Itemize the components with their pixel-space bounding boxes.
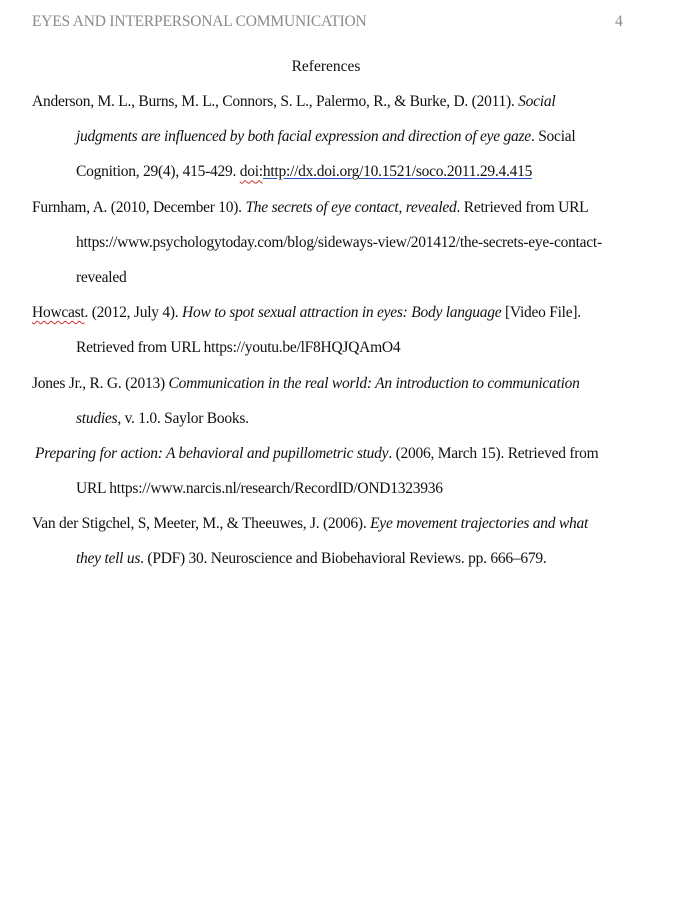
- reference-line: [32, 198, 632, 233]
- reference-line: [32, 92, 632, 127]
- reference-text: . Retrieved from URL: [456, 198, 589, 216]
- reference-line: [32, 479, 632, 514]
- reference-entry-furnham: [32, 198, 632, 304]
- reference-text: [Video File].: [501, 304, 581, 322]
- reference-line: [32, 268, 632, 303]
- reference-entry-vanderstigchel: [32, 514, 632, 584]
- spellcheck-flagged-word[interactable]: Howcast: [32, 304, 85, 322]
- reference-url: revealed: [76, 268, 127, 286]
- reference-line: [32, 127, 632, 162]
- reference-url: URL https://www.narcis.nl/research/RecordID/OND1323936: [76, 480, 443, 498]
- reference-entry-preparing: [32, 444, 632, 514]
- running-head: EYES AND INTERPERSONAL COMMUNICATION: [32, 13, 367, 30]
- reference-title: Communication in the real world: An introduction to communication: [168, 374, 580, 392]
- reference-line: [32, 162, 632, 197]
- reference-text: Furnham, A. (2010, December 10).: [32, 198, 246, 216]
- reference-text: Retrieved from URL https://youtu.be/lF8HQJQAmO4: [76, 339, 401, 357]
- reference-text: , v. 1.0. Saylor Books.: [117, 409, 249, 427]
- reference-text: . Social: [530, 128, 576, 146]
- reference-line: [32, 338, 632, 373]
- doi-hyperlink[interactable]: http://dx.doi.org/10.1521/soco.2011.29.4.415: [262, 163, 533, 181]
- reference-text: Anderson, M. L., Burns, M. L., Connors, S. L., Palermo, R., & Burke, D. (2011).: [32, 93, 519, 110]
- page-number: 4: [615, 13, 623, 30]
- reference-title: Eye movement trajectories and what: [370, 515, 589, 533]
- reference-text: . (2012, July 4).: [84, 304, 183, 322]
- reference-text: . (2006, March 15). Retrieved from: [388, 444, 599, 462]
- spellcheck-flagged-word[interactable]: doi:: [239, 163, 263, 181]
- reference-line: [32, 549, 632, 584]
- reference-entry-anderson: [32, 92, 632, 198]
- reference-entry-howcast: [32, 303, 632, 373]
- reference-text: Van der Stigchel, S, Meeter, M., & Theeuwes, J. (2006).: [32, 515, 371, 533]
- reference-text: Jones Jr., R. G. (2013): [32, 374, 169, 392]
- reference-line: [32, 444, 632, 479]
- reference-title: they tell us: [76, 550, 141, 568]
- reference-url: https://www.psychologytoday.com/blog/sideways-view/201412/the-secrets-eye-contact-: [76, 233, 602, 251]
- reference-title: judgments are influenced by both facial expression and direction of eye gaze: [76, 128, 531, 146]
- reference-title: The secrets of eye contact, revealed: [245, 198, 457, 216]
- reference-text: . (PDF) 30. Neuroscience and Biobehavioral Reviews. pp. 666–679.: [140, 550, 547, 568]
- reference-line: [32, 514, 632, 549]
- reference-title: Preparing for action: A behavioral and pupillometric study: [35, 444, 389, 462]
- reference-line: [32, 374, 632, 409]
- reference-text: Cognition, 29(4), 415-429.: [76, 163, 240, 181]
- references-heading: References: [291, 58, 361, 75]
- reference-title: studies: [76, 409, 118, 427]
- reference-line: [32, 233, 632, 268]
- reference-title: Social: [518, 93, 556, 110]
- reference-title: How to spot sexual attraction in eyes: Body language: [182, 304, 502, 322]
- reference-entry-jones: [32, 374, 632, 444]
- reference-list: [32, 92, 632, 585]
- reference-line: [32, 409, 632, 444]
- reference-line: [32, 303, 632, 338]
